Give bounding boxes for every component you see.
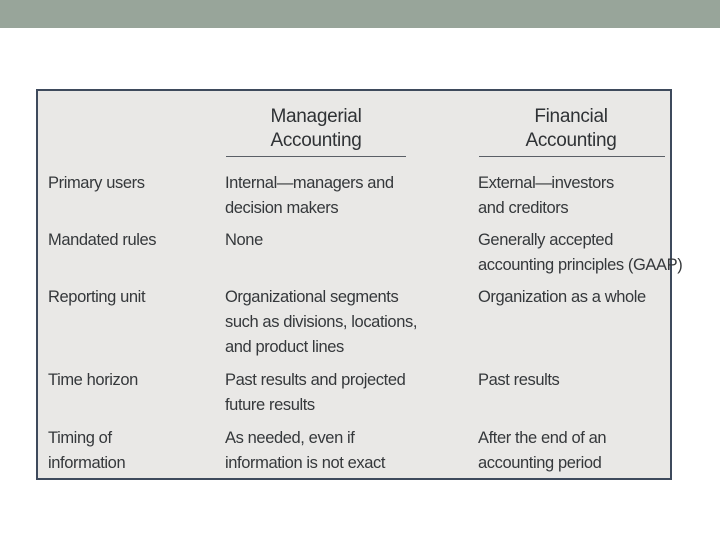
header-line: Accounting — [270, 130, 362, 151]
row-label-mandated-rules — [48, 228, 156, 253]
cell-line: Time horizon — [48, 371, 138, 389]
cell-line: External—investors — [478, 174, 614, 192]
cell-line: information — [48, 454, 126, 472]
header-line: Financial — [534, 106, 608, 127]
cell-line: Mandated rules — [48, 231, 157, 249]
financial-primary-users — [478, 171, 614, 221]
cell-line: As needed, even if — [225, 429, 355, 447]
cell-line: Reporting unit — [48, 288, 146, 306]
managerial-accounting-header — [226, 105, 406, 153]
cell-line: Past results and projected — [225, 371, 406, 389]
managerial-timing-of-information — [225, 426, 385, 476]
cell-line: accounting period — [478, 454, 602, 472]
financial-accounting-header — [478, 105, 664, 153]
header-line: Managerial — [270, 106, 362, 127]
cell-line: After the end of an — [478, 429, 607, 447]
financial-header-underline — [479, 156, 665, 157]
cell-line: Organization as a whole — [478, 288, 646, 306]
cell-line: Generally accepted — [478, 231, 613, 249]
cell-line: Organizational segments — [225, 288, 399, 306]
financial-timing-of-information — [478, 426, 606, 476]
row-label-timing-of-information — [48, 426, 125, 476]
cell-line: information is not exact — [225, 454, 386, 472]
cell-line: Past results — [478, 371, 560, 389]
managerial-primary-users — [225, 171, 394, 221]
managerial-mandated-rules — [225, 228, 263, 253]
cell-line: such as divisions, locations, — [225, 313, 417, 331]
cell-line: Primary users — [48, 174, 145, 192]
managerial-header-underline — [226, 156, 406, 157]
managerial-time-horizon — [225, 368, 405, 418]
cell-line: Timing of — [48, 429, 112, 447]
financial-time-horizon — [478, 368, 559, 393]
financial-mandated-rules — [478, 228, 682, 278]
row-label-primary-users — [48, 171, 145, 196]
comparison-table — [36, 89, 683, 480]
cell-line: None — [225, 231, 263, 249]
cell-line: decision makers — [225, 199, 339, 217]
row-label-reporting-unit — [48, 285, 145, 310]
cell-line: accounting principles (GAAP) — [478, 256, 683, 274]
cell-line: and product lines — [225, 338, 344, 356]
cell-line: and creditors — [478, 199, 569, 217]
cell-line: future results — [225, 396, 315, 414]
managerial-reporting-unit — [225, 285, 417, 360]
row-label-time-horizon — [48, 368, 138, 393]
financial-reporting-unit — [478, 285, 646, 310]
cell-line: Internal—managers and — [225, 174, 394, 192]
slide-top-bar — [0, 0, 720, 28]
header-line: Accounting — [525, 130, 617, 151]
